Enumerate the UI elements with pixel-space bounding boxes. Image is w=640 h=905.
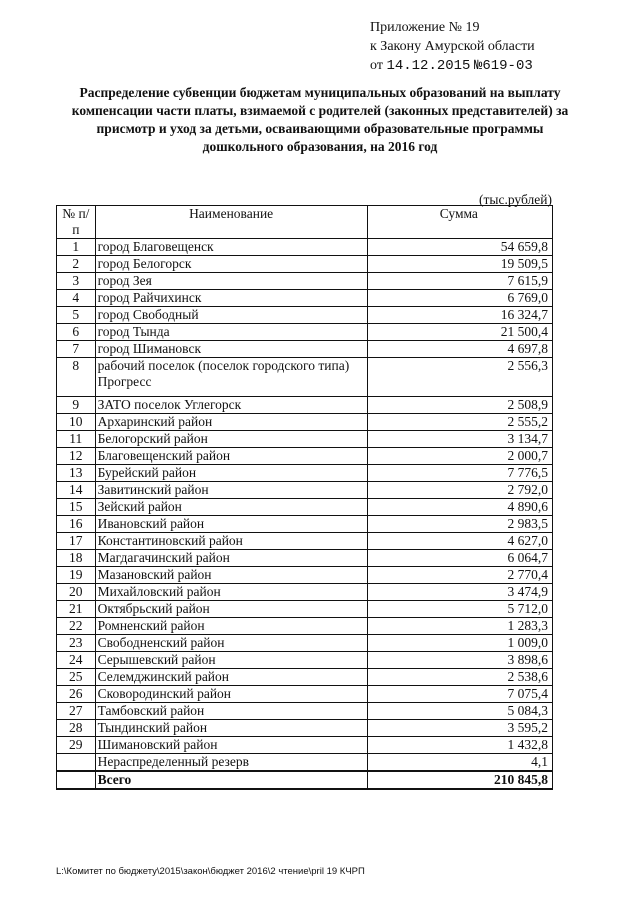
row-sum: 54 659,8 bbox=[367, 239, 552, 256]
row-sum: 7 075,4 bbox=[367, 686, 552, 703]
file-path-footer: L:\Комитет по бюджету\2015\закон\бюджет 2016\2 чтение\pril 19 КЧРП bbox=[56, 866, 365, 877]
document-title: Распределение субвенции бюджетам муниципальных образований на выплату компенсации части платы, взимаемой с родителей (законных представителей) за присмотр и уход за детьми, осваивающими образовательные программы дошкольного образования, на 2016 год bbox=[71, 85, 569, 154]
table-row bbox=[57, 324, 553, 341]
row-name: Завитинский район bbox=[95, 482, 367, 499]
row-num: 18 bbox=[57, 550, 96, 567]
row-name: Тындинский район bbox=[95, 720, 367, 737]
table-row bbox=[57, 448, 553, 465]
row-name: Серышевский район bbox=[95, 652, 367, 669]
row-name: город Зея bbox=[95, 273, 367, 290]
row-sum: 16 324,7 bbox=[367, 307, 552, 324]
row-num: 22 bbox=[57, 618, 96, 635]
subsidy-table bbox=[56, 205, 553, 790]
header-sum: Сумма bbox=[367, 206, 552, 239]
table-body bbox=[57, 239, 553, 772]
row-sum: 6 769,0 bbox=[367, 290, 552, 307]
row-sum: 2 792,0 bbox=[367, 482, 552, 499]
row-sum: 3 595,2 bbox=[367, 720, 552, 737]
row-name: Благовещенский район bbox=[95, 448, 367, 465]
row-sum: 7 615,9 bbox=[367, 273, 552, 290]
row-sum: 19 509,5 bbox=[367, 256, 552, 273]
row-num: 5 bbox=[57, 307, 96, 324]
row-num bbox=[57, 754, 96, 772]
table-row bbox=[57, 601, 553, 618]
row-name: Сковородинский район bbox=[95, 686, 367, 703]
table-row bbox=[57, 397, 553, 414]
row-sum: 3 898,6 bbox=[367, 652, 552, 669]
table-row bbox=[57, 703, 553, 720]
row-num: 17 bbox=[57, 533, 96, 550]
table-row bbox=[57, 431, 553, 448]
row-num: 20 bbox=[57, 584, 96, 601]
row-sum: 1 009,0 bbox=[367, 635, 552, 652]
header-num: № п/п bbox=[57, 206, 96, 239]
table-row bbox=[57, 482, 553, 499]
row-num: 21 bbox=[57, 601, 96, 618]
table-total-row bbox=[57, 771, 553, 789]
row-sum: 2 508,9 bbox=[367, 397, 552, 414]
row-sum: 6 064,7 bbox=[367, 550, 552, 567]
row-name: город Благовещенск bbox=[95, 239, 367, 256]
row-name: город Свободный bbox=[95, 307, 367, 324]
row-sum: 1 283,3 bbox=[367, 618, 552, 635]
row-name: Зейский район bbox=[95, 499, 367, 516]
table-row bbox=[57, 414, 553, 431]
appendix-law: к Закону Амурской области bbox=[370, 39, 535, 54]
row-num: 29 bbox=[57, 737, 96, 754]
table-row bbox=[57, 239, 553, 256]
row-name: Мазановский район bbox=[95, 567, 367, 584]
table-row bbox=[57, 754, 553, 772]
appendix-date-line bbox=[370, 56, 535, 76]
table-row bbox=[57, 273, 553, 290]
row-name: Селемджинский район bbox=[95, 669, 367, 686]
appendix-block bbox=[370, 18, 535, 76]
row-name: Ромненский район bbox=[95, 618, 367, 635]
row-name: Михайловский район bbox=[95, 584, 367, 601]
row-num: 7 bbox=[57, 341, 96, 358]
row-sum: 5 712,0 bbox=[367, 601, 552, 618]
table-row bbox=[57, 635, 553, 652]
row-num: 11 bbox=[57, 431, 96, 448]
row-sum: 2 555,2 bbox=[367, 414, 552, 431]
row-name: Шимановский район bbox=[95, 737, 367, 754]
row-num: 28 bbox=[57, 720, 96, 737]
row-sum: 2 556,3 bbox=[367, 358, 552, 397]
table-row bbox=[57, 686, 553, 703]
table-row bbox=[57, 256, 553, 273]
row-sum: 2 538,6 bbox=[367, 669, 552, 686]
row-num: 9 bbox=[57, 397, 96, 414]
row-name: рабочий поселок (поселок городского типа) Прогресс bbox=[95, 358, 367, 397]
row-sum: 1 432,8 bbox=[367, 737, 552, 754]
row-num: 25 bbox=[57, 669, 96, 686]
row-num: 16 bbox=[57, 516, 96, 533]
row-num: 2 bbox=[57, 256, 96, 273]
table-row bbox=[57, 358, 553, 397]
table-row bbox=[57, 307, 553, 324]
row-num: 3 bbox=[57, 273, 96, 290]
table-row bbox=[57, 584, 553, 601]
row-name: Магдагачинский район bbox=[95, 550, 367, 567]
table-row bbox=[57, 465, 553, 482]
total-num-cell bbox=[57, 771, 96, 789]
header-name: Наименование bbox=[95, 206, 367, 239]
appendix-date-prefix: от bbox=[370, 58, 383, 73]
row-num: 10 bbox=[57, 414, 96, 431]
total-sum: 210 845,8 bbox=[367, 771, 552, 789]
row-name: Ивановский район bbox=[95, 516, 367, 533]
row-num: 4 bbox=[57, 290, 96, 307]
table-row bbox=[57, 341, 553, 358]
row-name: Константиновский район bbox=[95, 533, 367, 550]
table-row bbox=[57, 499, 553, 516]
row-num: 13 bbox=[57, 465, 96, 482]
appendix-number: №619-03 bbox=[473, 58, 533, 74]
row-name: город Белогорск bbox=[95, 256, 367, 273]
row-num: 1 bbox=[57, 239, 96, 256]
row-name: Тамбовский район bbox=[95, 703, 367, 720]
row-sum: 7 776,5 bbox=[367, 465, 552, 482]
table-header-row bbox=[57, 206, 553, 239]
row-num: 19 bbox=[57, 567, 96, 584]
row-name: Нераспределенный резерв bbox=[95, 754, 367, 772]
table-row bbox=[57, 567, 553, 584]
row-num: 14 bbox=[57, 482, 96, 499]
table-row bbox=[57, 737, 553, 754]
row-sum: 4 697,8 bbox=[367, 341, 552, 358]
row-sum: 4 890,6 bbox=[367, 499, 552, 516]
row-num: 12 bbox=[57, 448, 96, 465]
appendix-date: 14.12.2015 bbox=[386, 58, 471, 74]
row-num: 24 bbox=[57, 652, 96, 669]
appendix-title: Приложение № 19 bbox=[370, 20, 480, 35]
row-name: город Тында bbox=[95, 324, 367, 341]
row-sum: 2 770,4 bbox=[367, 567, 552, 584]
row-sum: 3 474,9 bbox=[367, 584, 552, 601]
row-sum: 3 134,7 bbox=[367, 431, 552, 448]
row-name: Белогорский район bbox=[95, 431, 367, 448]
row-name: город Райчихинск bbox=[95, 290, 367, 307]
table-row bbox=[57, 720, 553, 737]
table-row bbox=[57, 652, 553, 669]
row-sum: 2 000,7 bbox=[367, 448, 552, 465]
row-name: Бурейский район bbox=[95, 465, 367, 482]
row-name: город Шимановск bbox=[95, 341, 367, 358]
row-sum: 21 500,4 bbox=[367, 324, 552, 341]
table-row bbox=[57, 550, 553, 567]
row-num: 26 bbox=[57, 686, 96, 703]
table-row bbox=[57, 290, 553, 307]
table-row bbox=[57, 516, 553, 533]
table-row bbox=[57, 618, 553, 635]
row-num: 6 bbox=[57, 324, 96, 341]
row-sum: 5 084,3 bbox=[367, 703, 552, 720]
row-num: 8 bbox=[57, 358, 96, 397]
row-num: 23 bbox=[57, 635, 96, 652]
row-sum: 4 627,0 bbox=[367, 533, 552, 550]
row-num: 15 bbox=[57, 499, 96, 516]
total-label: Всего bbox=[95, 771, 367, 789]
units-label: (тыс.рублей) bbox=[479, 192, 552, 207]
table-row bbox=[57, 669, 553, 686]
row-name: Архаринский район bbox=[95, 414, 367, 431]
row-name: ЗАТО поселок Углегорск bbox=[95, 397, 367, 414]
row-name: Свободненский район bbox=[95, 635, 367, 652]
row-sum: 4,1 bbox=[367, 754, 552, 772]
row-sum: 2 983,5 bbox=[367, 516, 552, 533]
row-num: 27 bbox=[57, 703, 96, 720]
table-row bbox=[57, 533, 553, 550]
row-name: Октябрьский район bbox=[95, 601, 367, 618]
